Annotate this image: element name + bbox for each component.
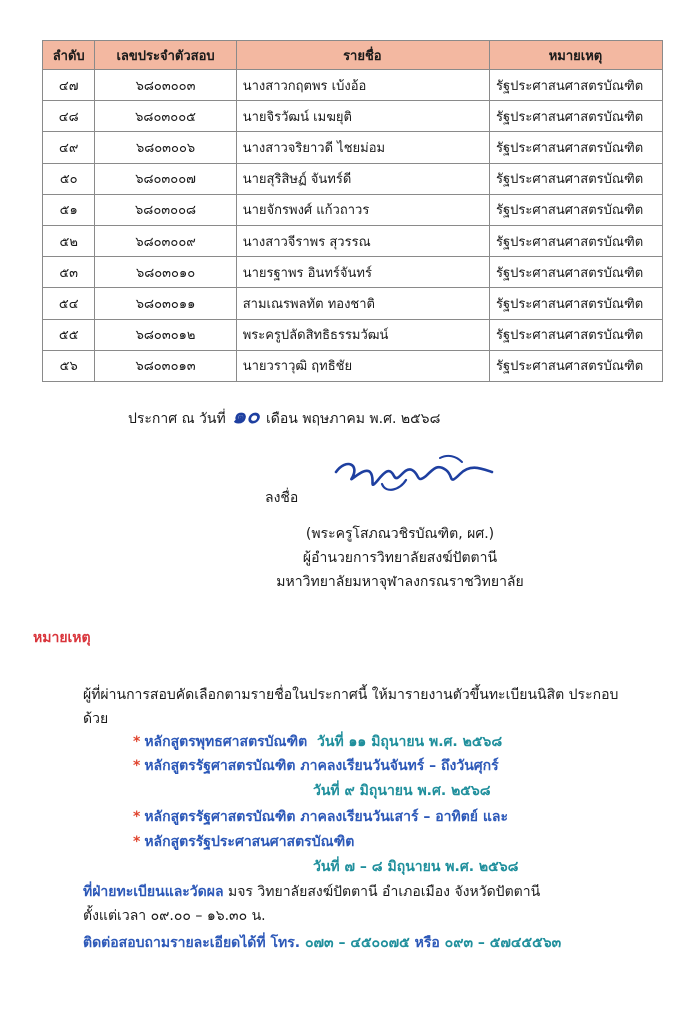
cell-no: ๔๘ [43, 101, 95, 132]
header-note: หมายเหตุ [489, 41, 662, 70]
cell-note: รัฐประศาสนศาสตรบัณฑิต [489, 101, 662, 132]
cell-name: นางสาวกฤตพร เบ้งอ้อ [236, 70, 489, 101]
cell-note: รัฐประศาสนศาสตรบัณฑิต [489, 350, 662, 381]
cell-name: นายรฐาพร อินทร์จันทร์ [236, 257, 489, 288]
curriculum-3: หลักสูตรรัฐศาสตรบัณฑิต ภาคลงเรียนวันเสาร์ – อาทิตย์ และ [144, 809, 509, 825]
table-row [43, 70, 663, 101]
cell-note: รัฐประศาสนศาสตรบัณฑิต [489, 319, 662, 350]
cell-name: สามเณรพลทัต ทองชาติ [236, 288, 489, 319]
cell-exam-id: ๖๘๐๓๐๑๐ [95, 257, 236, 288]
table-row [43, 288, 663, 319]
registration-place [83, 880, 643, 928]
cell-exam-id: ๖๘๐๓๐๑๒ [95, 319, 236, 350]
header-name: รายชื่อ [236, 41, 489, 70]
cell-no: ๔๗ [43, 70, 95, 101]
asterisk-icon: * [133, 734, 141, 750]
table-row [43, 225, 663, 256]
cell-no: ๕๕ [43, 319, 95, 350]
announce-suffix: เดือน พฤษภาคม พ.ศ. ๒๕๖๘ [266, 411, 441, 427]
announcement-date-line [128, 398, 440, 433]
signer-institution: มหาวิทยาลัยมหาจุฬาลงกรณราชวิทยาลัย [276, 574, 524, 590]
table-row [43, 350, 663, 381]
announce-prefix: ประกาศ ณ วันที่ [128, 411, 226, 427]
cell-name: นางสาวจีราพร สุวรรณ [236, 225, 489, 256]
table-row [43, 132, 663, 163]
signer-name: (พระครูโสภณวชิรบัณฑิต, ผศ.) [305, 526, 495, 542]
cell-name: นางสาวจริยาวดี ไชยม่อม [236, 132, 489, 163]
curriculum-1: หลักสูตรพุทธศาสตรบัณฑิต [144, 734, 308, 750]
cell-no: ๔๙ [43, 132, 95, 163]
cell-exam-id: ๖๘๐๓๐๑๑ [95, 288, 236, 319]
cell-note: รัฐประศาสนศาสตรบัณฑิต [489, 225, 662, 256]
curriculum-4: หลักสูตรรัฐประศาสนศาสตรบัณฑิต [144, 834, 355, 850]
contact-line [83, 932, 561, 954]
cell-no: ๕๒ [43, 225, 95, 256]
table-row [43, 257, 663, 288]
curriculum-line-1 [133, 731, 502, 753]
cell-exam-id: ๖๘๐๓๐๐๙ [95, 225, 236, 256]
cell-name: นายจักรพงศ์ แก้วถาวร [236, 194, 489, 225]
cell-exam-id: ๖๘๐๓๐๑๓ [95, 350, 236, 381]
remarks-intro: ผู้ที่ผ่านการสอบคัดเลือกตามรายชื่อในประกาศนี้ ให้มารายงานตัวขึ้นทะเบียนนิสิต ประกอบด้วย [83, 687, 619, 727]
curriculum-2-date: วันที่ ๙ มิถุนายน พ.ศ. ๒๕๖๘ [313, 783, 491, 799]
curriculum-line-2 [133, 755, 499, 777]
remarks-title: หมายเหตุ [33, 630, 91, 646]
curriculum-1-date: วันที่ ๑๑ มิถุนายน พ.ศ. ๒๕๖๘ [317, 734, 503, 750]
cell-no: ๕๓ [43, 257, 95, 288]
cell-name: นายจิรวัฒน์ เมฆยุติ [236, 101, 489, 132]
header-no: ลำดับ [43, 41, 95, 70]
table-header-row [43, 41, 663, 70]
table-row [43, 194, 663, 225]
time-text: ตั้งแต่เวลา ๐๙.๐๐ – ๑๖.๓๐ น. [83, 908, 266, 924]
cell-note: รัฐประศาสนศาสตรบัณฑิต [489, 163, 662, 194]
or-text: หรือ [409, 935, 440, 951]
cell-exam-id: ๖๘๐๓๐๐๕ [95, 101, 236, 132]
cell-no: ๕๑ [43, 194, 95, 225]
table-row [43, 163, 663, 194]
curriculum-line-3 [133, 806, 508, 828]
contact-label: ติดต่อสอบถามรายละเอียดได้ที่ โทร. [83, 935, 301, 951]
cell-no: ๕๔ [43, 288, 95, 319]
announce-day: ๑๐ [232, 404, 260, 429]
table-row [43, 101, 663, 132]
cell-note: รัฐประศาสนศาสตรบัณฑิต [489, 194, 662, 225]
cell-no: ๕๖ [43, 350, 95, 381]
place-text: มจร วิทยาลัยสงฆ์ปัตตานี อำเภอเมือง จังหวัดปัตตานี [223, 884, 541, 900]
cell-exam-id: ๖๘๐๓๐๐๖ [95, 132, 236, 163]
asterisk-icon: * [133, 758, 141, 774]
cell-no: ๕๐ [43, 163, 95, 194]
phone-1: ๐๗๓ – ๔๕๐๐๗๕ [300, 935, 410, 951]
place-label: ที่ฝ่ายทะเบียนและวัดผล [83, 884, 224, 900]
cell-note: รัฐประศาสนศาสตรบัณฑิต [489, 288, 662, 319]
cell-note: รัฐประศาสนศาสตรบัณฑิต [489, 70, 662, 101]
signer-position: ผู้อำนวยการวิทยาลัยสงฆ์ปัตตานี [302, 550, 498, 566]
cell-exam-id: ๖๘๐๓๐๐๗ [95, 163, 236, 194]
header-exam-id: เลขประจำตัวสอบ [95, 41, 236, 70]
cell-exam-id: ๖๘๐๓๐๐๓ [95, 70, 236, 101]
cell-exam-id: ๖๘๐๓๐๐๘ [95, 194, 236, 225]
cell-note: รัฐประศาสนศาสตรบัณฑิต [489, 132, 662, 163]
curriculum-2: หลักสูตรรัฐศาสตรบัณฑิต ภาคลงเรียนวันจันทร์ – ถึงวันศุกร์ [144, 758, 499, 774]
cell-name: นายวราวุฒิ ฤทธิชัย [236, 350, 489, 381]
signer-block [250, 522, 550, 594]
curriculum-3-4-date: วันที่ ๗ – ๘ มิถุนายน พ.ศ. ๒๕๖๘ [313, 859, 519, 875]
cell-name: นายสุริสิษฏ์ จันทร์ดี [236, 163, 489, 194]
cell-name: พระครูปลัดสิทธิธรรมวัฒน์ [236, 319, 489, 350]
results-table [42, 40, 663, 382]
table-row [43, 319, 663, 350]
signature-image [330, 450, 500, 498]
phone-2: ๐๙๓ – ๕๗๔๕๕๖๓ [439, 935, 562, 951]
cell-note: รัฐประศาสนศาสตรบัณฑิต [489, 257, 662, 288]
asterisk-icon: * [133, 809, 141, 825]
signature-label: ลงชื่อ [265, 490, 299, 506]
curriculum-line-4 [133, 831, 354, 853]
asterisk-icon: * [133, 834, 141, 850]
